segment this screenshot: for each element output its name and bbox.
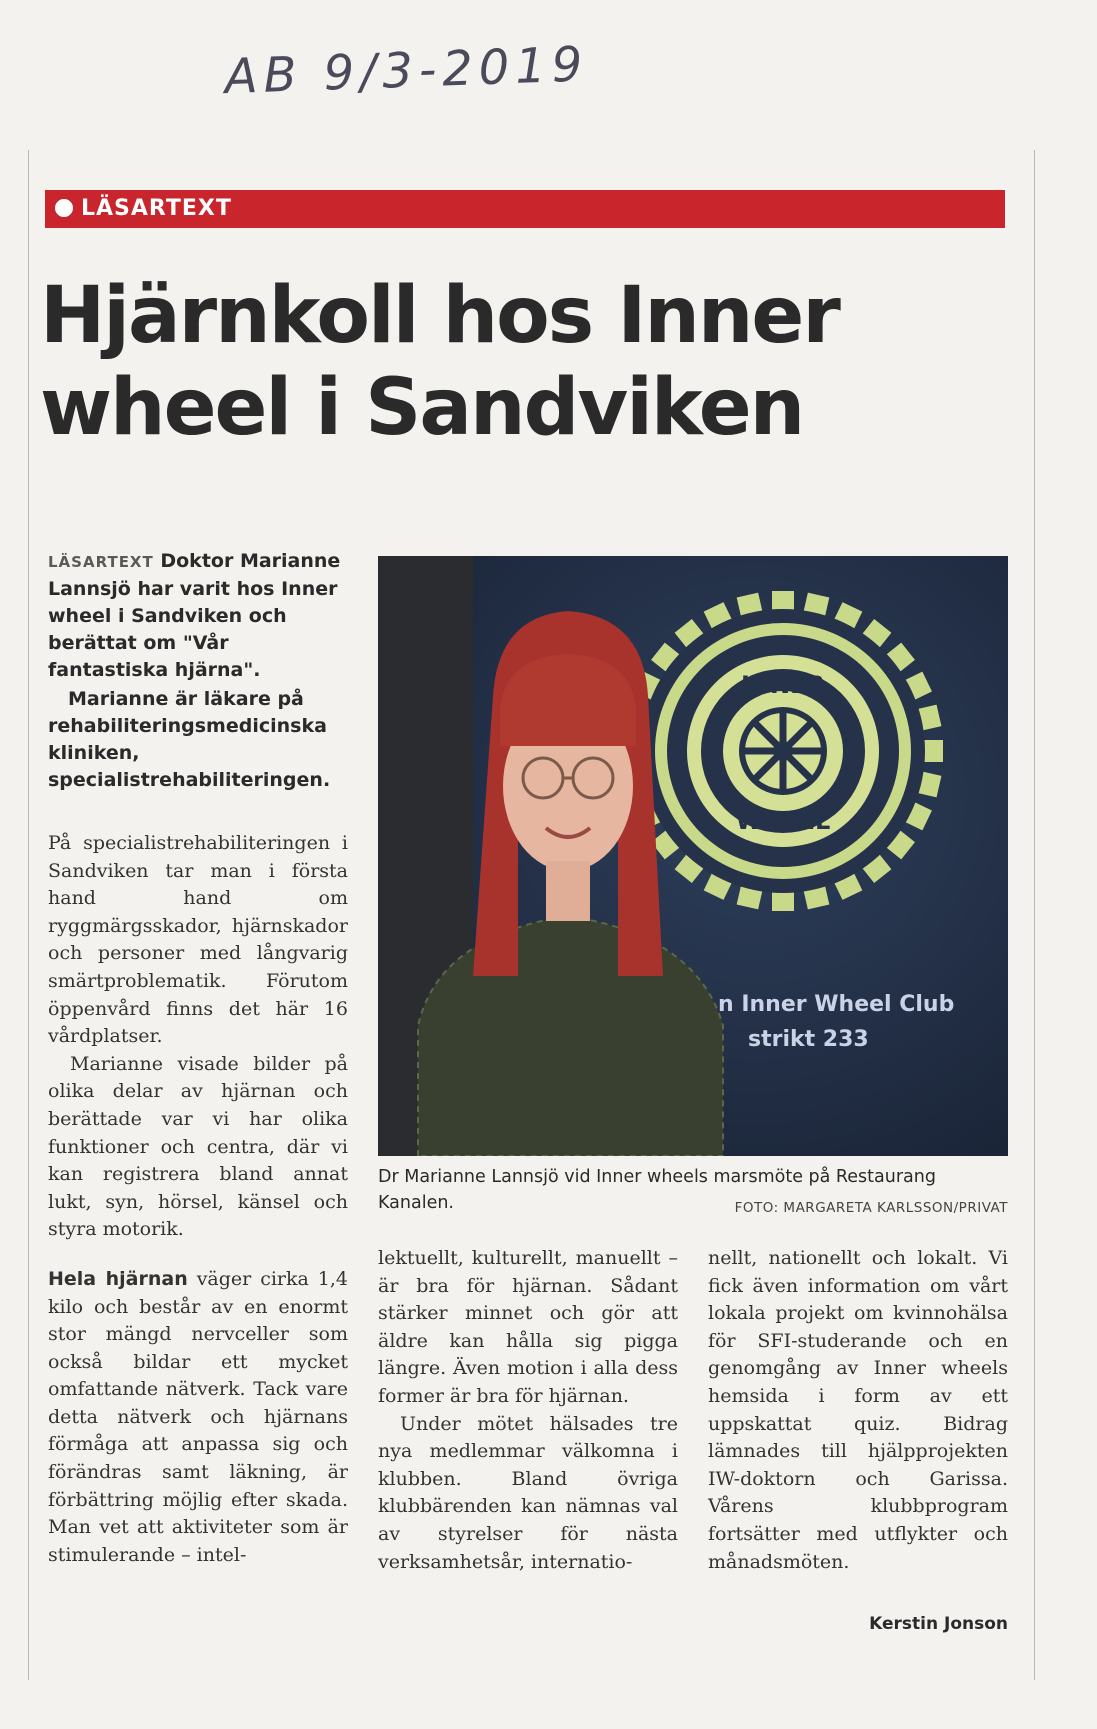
- kicker: LÄSARTEXT: [48, 553, 154, 571]
- photo-caption: Dr Marianne Lannsjö vid Inner wheels marsmöte på Restaurang Kanalen.: [378, 1167, 936, 1213]
- section-label: LÄSARTEXT: [81, 196, 232, 221]
- ingress-lead-paragraph: [48, 548, 348, 684]
- col1-paragraph-3-text: väger cirka 1,4 kilo och består av en enormt stor mängd nervceller som också bildar ett mycket omfattande nätverk. Tack vare detta nätverk och hjärnans förmåga att anpassa sig och förändras samt läkning, är förbättring möjlig efter skada. Man vet att aktiviteter som är stimulerande – intel-: [48, 1267, 348, 1566]
- headline-line-1: Hjärnkoll hos Inner: [40, 271, 839, 361]
- headline: [40, 270, 1020, 454]
- headline-line-2: wheel i Sandviken: [40, 363, 804, 453]
- column-3: [708, 1245, 1008, 1576]
- ingress: [48, 548, 348, 796]
- handwritten-date-note: AB 9/3-2019: [223, 36, 590, 106]
- bullet-icon: [55, 199, 73, 217]
- article-photo: [378, 556, 1008, 1156]
- column-2: [378, 1245, 678, 1576]
- col3-paragraph-1: nellt, nationellt och lokalt. Vi fick även information om vårt lokala projekt om kvinnohälsa för SFI-studerande och en genomgång av Inner wheels hemsida i form av ett uppskattat quiz. Bidrag lämnades till hjälpprojekten IW-doktorn och Garissa. Vårens klubbprogram fortsätter med utflykter och månadsmöten.: [708, 1247, 1008, 1573]
- section-label-bar: [45, 190, 1005, 228]
- col1-paragraph-2: Marianne visade bilder på olika delar av hjärnan och berättade var vi har olika funktioner och centra, där vi kan registrera bland annat lukt, syn, hörsel, känsel och styra motorik.: [48, 1052, 348, 1241]
- emblem-text-top: INNER: [741, 671, 825, 699]
- banner-text-line-1: n Inner Wheel Club: [718, 992, 955, 1017]
- photo-illustration: [378, 556, 1008, 1156]
- column-1: [48, 830, 348, 1569]
- col2-paragraph-2: Under mötet hälsades tre nya medlemmar välkomna i klubben. Bland övriga klubbärenden kan nämnas val av styrelser för nästa verksamhetsår, internatio-: [378, 1412, 678, 1573]
- col2-paragraph-1: lektuellt, kulturellt, manuellt – är bra för hjärnan. Sådant stärker minnet och gör att äldre kan hålla sig pigga längre. Även motion i alla dess former är bra för hjärnan.: [378, 1247, 678, 1407]
- ingress-second: Marianne är läkare på rehabiliteringsmedicinska kliniken, specialistrehabiliteringen.: [48, 688, 331, 791]
- ingress-lead: Doktor Marianne Lannsjö har varit hos Inner wheel i Sandviken och berättat om "Vår fantastiska hjärna".: [48, 550, 341, 681]
- photo-credit: FOTO: MARGARETA KARLSSON/PRIVAT: [734, 1200, 1008, 1216]
- col1-paragraph-1: På specialistrehabiliteringen i Sandviken tar man i första hand hand om ryggmärgsskador, hjärnskador och personer med långvarig smärtproblematik. Förutom öppenvård finns det här 16 vårdplatser.: [48, 832, 348, 1048]
- banner-text-line-2: strikt 233: [748, 1027, 869, 1052]
- author-signature: Kerstin Jonson: [869, 1614, 1008, 1634]
- runin-heading: Hela hjärnan: [48, 1267, 188, 1290]
- emblem-text-bottom: WHEEL: [735, 807, 831, 835]
- col1-paragraph-3: [48, 1266, 348, 1570]
